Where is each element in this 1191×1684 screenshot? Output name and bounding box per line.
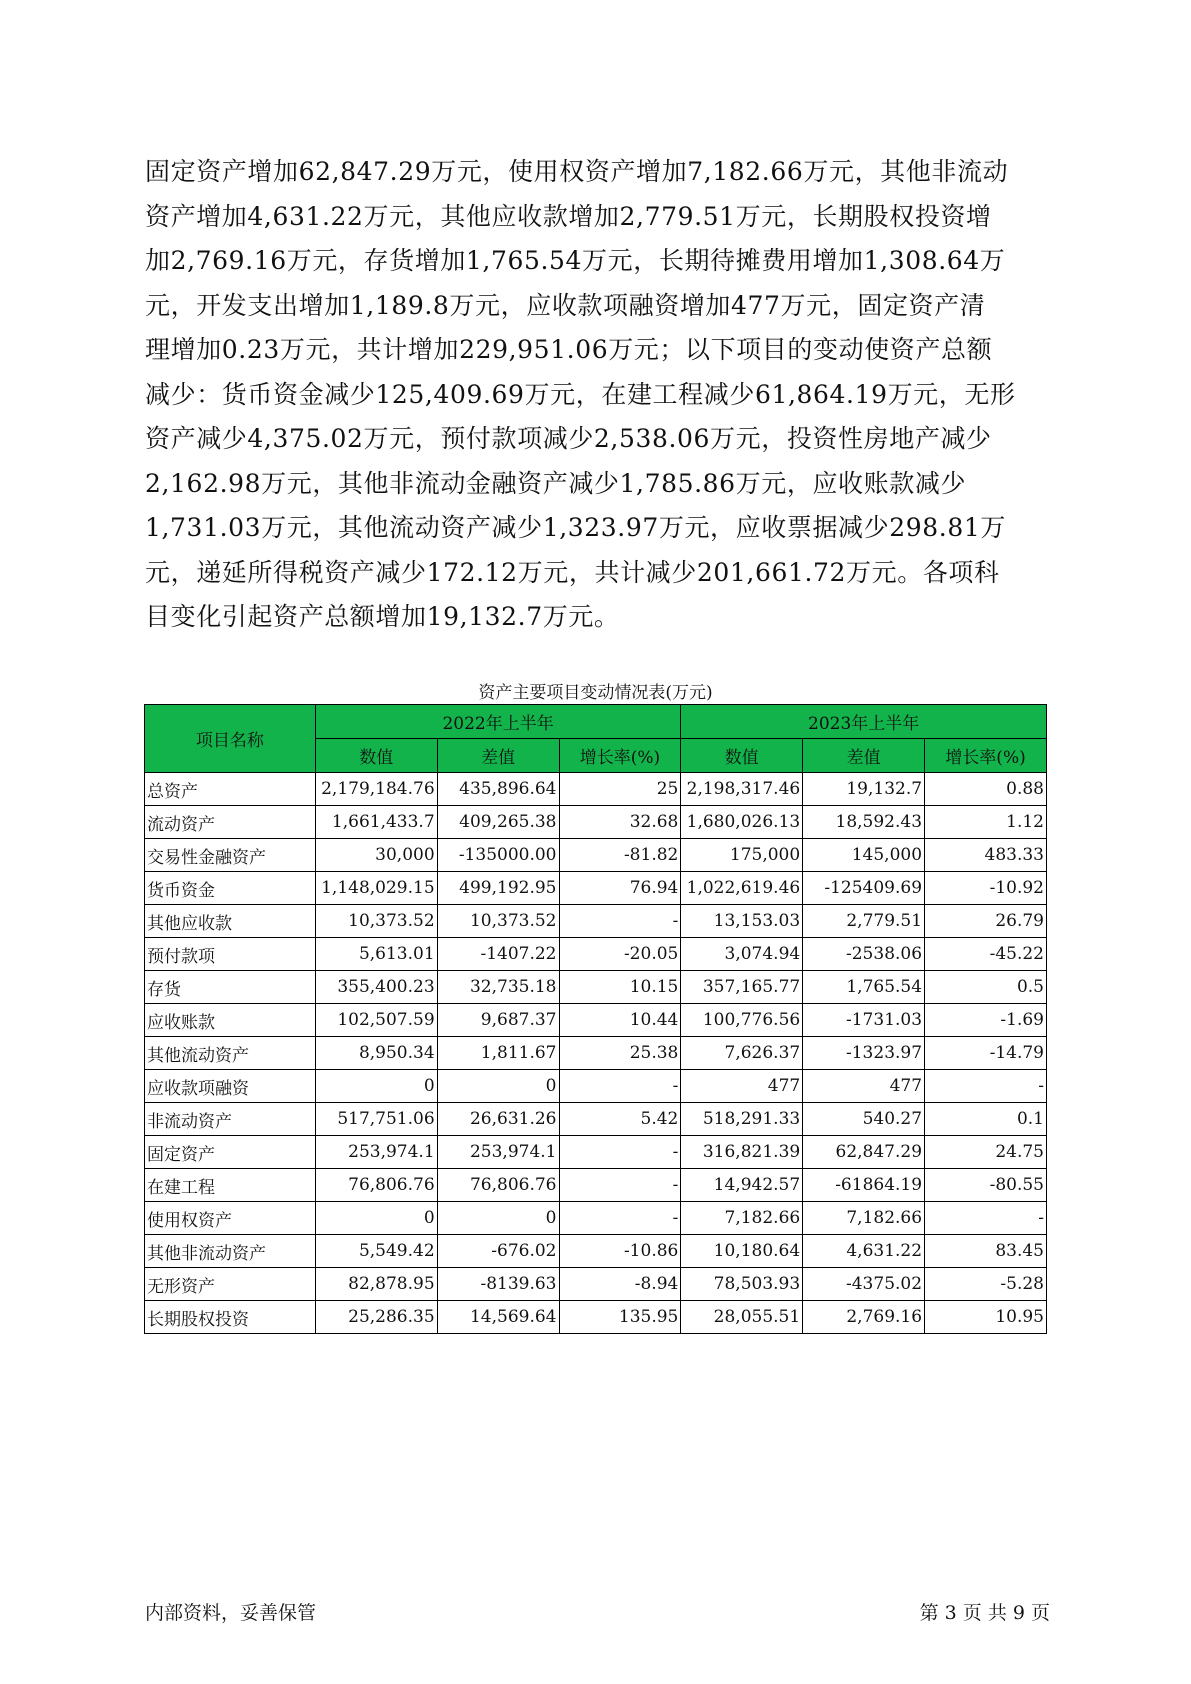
cell-value-2023: 175,000: [681, 839, 803, 872]
cell-rate-2023: -5.28: [925, 1268, 1047, 1301]
body-line: 理增加0.23万元，共计增加229,951.06万元；以下项目的变动使资产总额: [145, 335, 993, 364]
header-rate-2023: 增长率(%): [925, 739, 1047, 773]
cell-rate-2022: 10.44: [559, 1004, 681, 1037]
row-item-name: 货币资金: [145, 872, 316, 905]
cell-diff-2022: -135000.00: [437, 839, 559, 872]
cell-value-2022: 10,373.52: [315, 905, 437, 938]
cell-rate-2023: 24.75: [925, 1136, 1047, 1169]
cell-value-2023: 10,180.64: [681, 1235, 803, 1268]
body-line: 资产减少4,375.02万元，预付款项减少2,538.06万元，投资性房地产减少: [145, 424, 992, 453]
cell-diff-2023: 540.27: [803, 1103, 925, 1136]
row-item-name: 其他非流动资产: [145, 1235, 316, 1268]
cell-rate-2023: 83.45: [925, 1235, 1047, 1268]
table-body: [145, 773, 1047, 1334]
cell-value-2023: 316,821.39: [681, 1136, 803, 1169]
cell-rate-2022: 32.68: [559, 806, 681, 839]
cell-value-2022: 0: [315, 1070, 437, 1103]
cell-rate-2022: 10.15: [559, 971, 681, 1004]
cell-rate-2022: 25.38: [559, 1037, 681, 1070]
body-line: 2,162.98万元，其他非流动金融资产减少1,785.86万元，应收账款减少: [145, 468, 967, 498]
row-item-name: 非流动资产: [145, 1103, 316, 1136]
cell-diff-2022: 10,373.52: [437, 905, 559, 938]
cell-rate-2022: -: [559, 1070, 681, 1103]
cell-value-2022: 30,000: [315, 839, 437, 872]
cell-rate-2022: -10.86: [559, 1235, 681, 1268]
row-item-name: 其他应收款: [145, 905, 316, 938]
cell-value-2022: 5,613.01: [315, 938, 437, 971]
table-row: [145, 1004, 1047, 1037]
row-item-name: 长期股权投资: [145, 1301, 316, 1334]
cell-diff-2023: -61864.19: [803, 1169, 925, 1202]
cell-rate-2022: -20.05: [559, 938, 681, 971]
table-row: [145, 1202, 1047, 1235]
cell-value-2023: 2,198,317.46: [681, 773, 803, 806]
cell-diff-2023: -4375.02: [803, 1268, 925, 1301]
cell-value-2022: 82,878.95: [315, 1268, 437, 1301]
cell-value-2022: 517,751.06: [315, 1103, 437, 1136]
cell-value-2022: 355,400.23: [315, 971, 437, 1004]
cell-value-2022: 25,286.35: [315, 1301, 437, 1334]
table-row: [145, 1037, 1047, 1070]
table-row: [145, 1301, 1047, 1334]
cell-diff-2022: 76,806.76: [437, 1169, 559, 1202]
cell-diff-2022: -1407.22: [437, 938, 559, 971]
cell-rate-2023: -80.55: [925, 1169, 1047, 1202]
cell-rate-2022: -: [559, 1136, 681, 1169]
cell-diff-2023: 7,182.66: [803, 1202, 925, 1235]
row-item-name: 存货: [145, 971, 316, 1004]
table-row: [145, 839, 1047, 872]
row-item-name: 交易性金融资产: [145, 839, 316, 872]
cell-value-2022: 1,148,029.15: [315, 872, 437, 905]
cell-value-2022: 1,661,433.7: [315, 806, 437, 839]
cell-value-2022: 2,179,184.76: [315, 773, 437, 806]
table-row: [145, 971, 1047, 1004]
cell-diff-2022: 409,265.38: [437, 806, 559, 839]
cell-value-2023: 357,165.77: [681, 971, 803, 1004]
row-item-name: 流动资产: [145, 806, 316, 839]
cell-diff-2023: -2538.06: [803, 938, 925, 971]
table-row: [145, 1136, 1047, 1169]
cell-rate-2022: -8.94: [559, 1268, 681, 1301]
cell-diff-2023: -1731.03: [803, 1004, 925, 1037]
cell-diff-2022: 26,631.26: [437, 1103, 559, 1136]
cell-rate-2023: 26.79: [925, 905, 1047, 938]
table-row: [145, 905, 1047, 938]
cell-diff-2023: 19,132.7: [803, 773, 925, 806]
cell-rate-2023: -: [925, 1202, 1047, 1235]
cell-diff-2023: 4,631.22: [803, 1235, 925, 1268]
cell-diff-2023: 62,847.29: [803, 1136, 925, 1169]
body-line: 固定资产增加62,847.29万元，使用权资产增加7,182.66万元，其他非流动: [145, 157, 1009, 186]
cell-rate-2023: 0.5: [925, 971, 1047, 1004]
body-line: 资产增加4,631.22万元，其他应收款增加2,779.51万元，长期股权投资增: [145, 201, 992, 231]
cell-rate-2022: 76.94: [559, 872, 681, 905]
cell-value-2022: 76,806.76: [315, 1169, 437, 1202]
cell-diff-2023: 1,765.54: [803, 971, 925, 1004]
cell-diff-2023: 18,592.43: [803, 806, 925, 839]
table-caption: 资产主要项目变动情况表(万元): [478, 683, 713, 703]
cell-value-2022: 102,507.59: [315, 1004, 437, 1037]
header-value-2023: 数值: [681, 739, 803, 773]
footer-confidential-note: 内部资料，妥善保管: [145, 1602, 317, 1624]
header-diff-2022: 差值: [437, 739, 559, 773]
cell-diff-2022: -8139.63: [437, 1268, 559, 1301]
cell-diff-2022: -676.02: [437, 1235, 559, 1268]
body-paragraph: [145, 150, 1050, 640]
cell-diff-2023: 145,000: [803, 839, 925, 872]
cell-diff-2023: 477: [803, 1070, 925, 1103]
cell-diff-2022: 9,687.37: [437, 1004, 559, 1037]
cell-diff-2022: 0: [437, 1202, 559, 1235]
cell-value-2023: 477: [681, 1070, 803, 1103]
cell-rate-2022: 5.42: [559, 1103, 681, 1136]
cell-rate-2022: -81.82: [559, 839, 681, 872]
cell-rate-2023: 0.88: [925, 773, 1047, 806]
cell-value-2023: 13,153.03: [681, 905, 803, 938]
table-row: [145, 1103, 1047, 1136]
body-line: 元，开发支出增加1,189.8万元，应收款项融资增加477万元，固定资产清: [145, 290, 986, 320]
cell-diff-2023: 2,779.51: [803, 905, 925, 938]
cell-rate-2023: -45.22: [925, 938, 1047, 971]
cell-diff-2023: 2,769.16: [803, 1301, 925, 1334]
row-item-name: 其他流动资产: [145, 1037, 316, 1070]
cell-rate-2022: 135.95: [559, 1301, 681, 1334]
cell-rate-2023: -10.92: [925, 872, 1047, 905]
body-line: 1,731.03万元，其他流动资产减少1,323.97万元，应收票据减少298.81万: [145, 513, 1006, 542]
table-row: [145, 806, 1047, 839]
cell-value-2023: 3,074.94: [681, 938, 803, 971]
cell-rate-2023: 0.1: [925, 1103, 1047, 1136]
cell-rate-2022: -: [559, 1169, 681, 1202]
cell-diff-2022: 1,811.67: [437, 1037, 559, 1070]
table-row: [145, 1070, 1047, 1103]
cell-rate-2023: 483.33: [925, 839, 1047, 872]
cell-value-2023: 1,680,026.13: [681, 806, 803, 839]
body-line: 元，递延所得税资产减少172.12万元，共计减少201,661.72万元。各项科: [145, 557, 1000, 587]
row-item-name: 无形资产: [145, 1268, 316, 1301]
cell-value-2023: 7,182.66: [681, 1202, 803, 1235]
cell-diff-2023: -125409.69: [803, 872, 925, 905]
cell-value-2023: 100,776.56: [681, 1004, 803, 1037]
cell-value-2023: 14,942.57: [681, 1169, 803, 1202]
row-item-name: 总资产: [145, 773, 316, 806]
cell-value-2023: 1,022,619.46: [681, 872, 803, 905]
cell-value-2022: 0: [315, 1202, 437, 1235]
table-row: [145, 1235, 1047, 1268]
header-group-2022: 2022年上半年: [315, 705, 681, 739]
row-item-name: 使用权资产: [145, 1202, 316, 1235]
body-line: 减少：货币资金减少125,409.69万元，在建工程减少61,864.19万元，无形: [145, 379, 1016, 409]
cell-rate-2023: -14.79: [925, 1037, 1047, 1070]
table-row: [145, 1268, 1047, 1301]
cell-diff-2022: 253,974.1: [437, 1136, 559, 1169]
cell-rate-2023: 1.12: [925, 806, 1047, 839]
cell-value-2023: 78,503.93: [681, 1268, 803, 1301]
footer-page-number: 第 3 页 共 9 页: [919, 1602, 1050, 1624]
cell-diff-2022: 435,896.64: [437, 773, 559, 806]
row-item-name: 在建工程: [145, 1169, 316, 1202]
cell-rate-2022: 25: [559, 773, 681, 806]
row-item-name: 应收款项融资: [145, 1070, 316, 1103]
cell-diff-2022: 14,569.64: [437, 1301, 559, 1334]
row-item-name: 固定资产: [145, 1136, 316, 1169]
body-line: 目变化引起资产总额增加19,132.7万元。: [145, 602, 620, 631]
cell-rate-2023: 10.95: [925, 1301, 1047, 1334]
cell-value-2023: 518,291.33: [681, 1103, 803, 1136]
cell-diff-2023: -1323.97: [803, 1037, 925, 1070]
cell-rate-2022: -: [559, 1202, 681, 1235]
cell-diff-2022: 32,735.18: [437, 971, 559, 1004]
cell-diff-2022: 0: [437, 1070, 559, 1103]
row-item-name: 应收账款: [145, 1004, 316, 1037]
cell-value-2022: 8,950.34: [315, 1037, 437, 1070]
header-diff-2023: 差值: [803, 739, 925, 773]
header-value-2022: 数值: [315, 739, 437, 773]
cell-rate-2023: -: [925, 1070, 1047, 1103]
table-row: [145, 872, 1047, 905]
table-row: [145, 938, 1047, 971]
cell-diff-2022: 499,192.95: [437, 872, 559, 905]
body-line: 加2,769.16万元，存货增加1,765.54万元，长期待摊费用增加1,308.64万: [145, 246, 1006, 275]
cell-value-2022: 5,549.42: [315, 1235, 437, 1268]
table-row: [145, 773, 1047, 806]
cell-value-2023: 7,626.37: [681, 1037, 803, 1070]
header-item-name: 项目名称: [145, 705, 316, 773]
header-rate-2022: 增长率(%): [559, 739, 681, 773]
table-row: [145, 1169, 1047, 1202]
cell-rate-2023: -1.69: [925, 1004, 1047, 1037]
cell-value-2023: 28,055.51: [681, 1301, 803, 1334]
row-item-name: 预付款项: [145, 938, 316, 971]
cell-rate-2022: -: [559, 905, 681, 938]
header-group-2023: 2023年上半年: [681, 705, 1047, 739]
asset-change-table: [144, 704, 1047, 1334]
cell-value-2022: 253,974.1: [315, 1136, 437, 1169]
